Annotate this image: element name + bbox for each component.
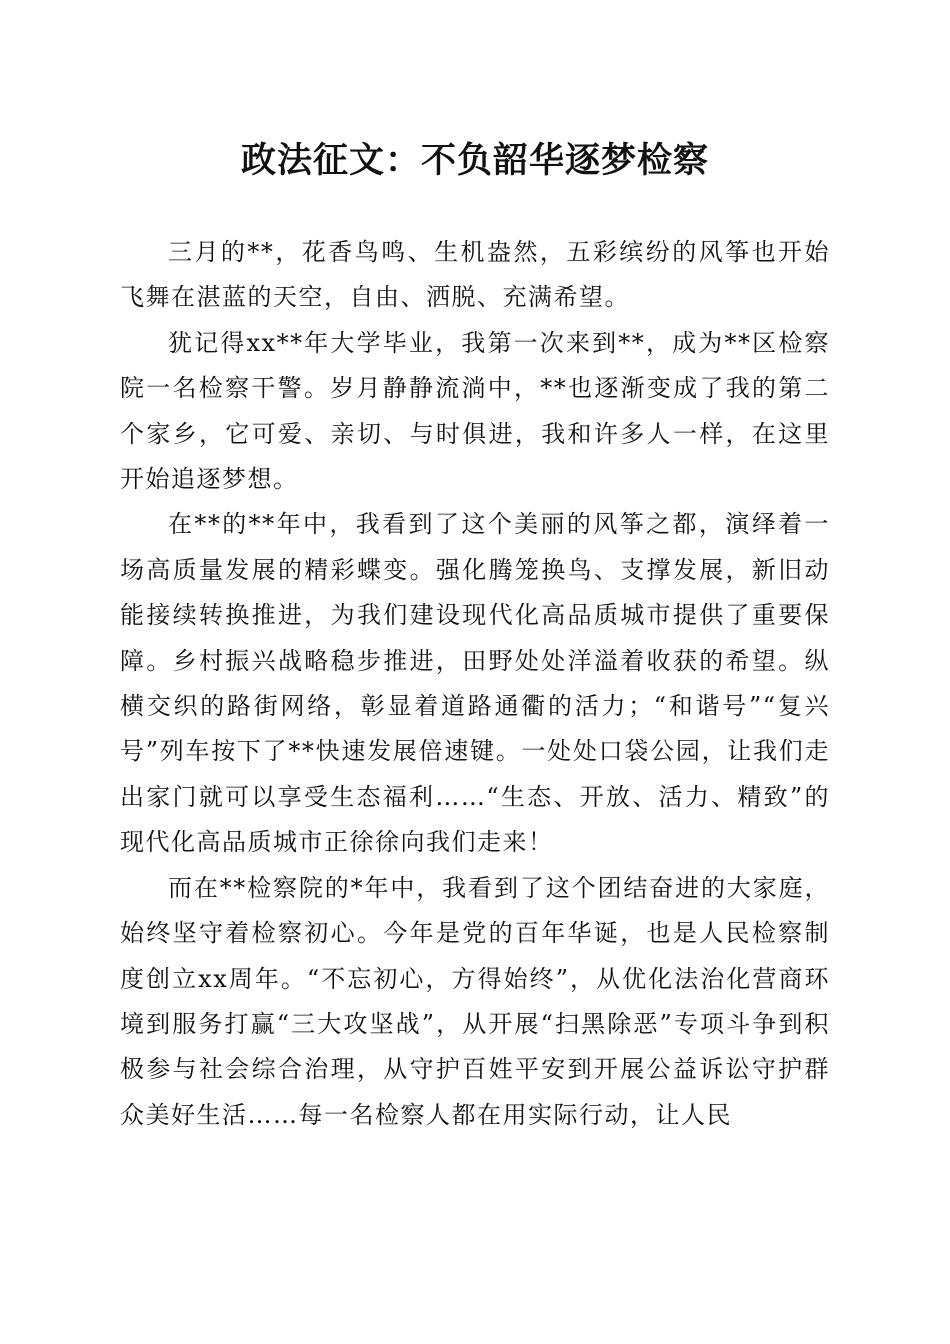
- paragraph-3: 在**的**年中，我看到了这个美丽的风筝之都，演绎着一场高质量发展的精彩蝶变。强化腾笼换鸟、支撑发展，新旧动能接续转换推进，为我们建设现代化高品质城市提供了重要保障。乡村振兴战略稳步推进，田野处处洋溢着收获的希望。纵横交织的路街网络，彰显着道路通衢的活力；“和谐号”“复兴号”列车按下了**快速发展倍速键。一处处口袋公园，让我们走出家门就可以享受生态福利……“生态、开放、活力、精致”的现代化高品质城市正徐徐向我们走来！: [120, 510, 830, 857]
- paragraph-2: 犹记得xx**年大学毕业，我第一次来到**，成为**区检察院一名检察干警。岁月静静流淌中，**也逐渐变成了我的第二个家乡，它可爱、亲切、与时俱进，我和许多人一样，在这里开始追逐梦想。: [120, 328, 830, 494]
- paragraph-1: 三月的**，花香鸟鸣、生机盎然，五彩缤纷的风筝也开始飞舞在湛蓝的天空，自由、洒脱、充满希望。: [120, 238, 830, 312]
- document-body: [120, 230, 830, 1138]
- paragraph-4: 而在**检察院的*年中，我看到了这个团结奋进的大家庭，始终坚守着检察初心。今年是党的百年华诞，也是人民检察制度创立xx周年。“不忘初心，方得始终”，从优化法治化营商环境到服务打赢“三大攻坚战”，从开展“扫黑除恶”专项斗争到积极参与社会综合治理，从守护百姓平安到开展公益诉讼守护群众美好生活……每一名检察人都在用实际行动，让人民: [120, 873, 830, 1129]
- document-title: 政法征文：不负韶华逐梦检察: [240, 140, 709, 181]
